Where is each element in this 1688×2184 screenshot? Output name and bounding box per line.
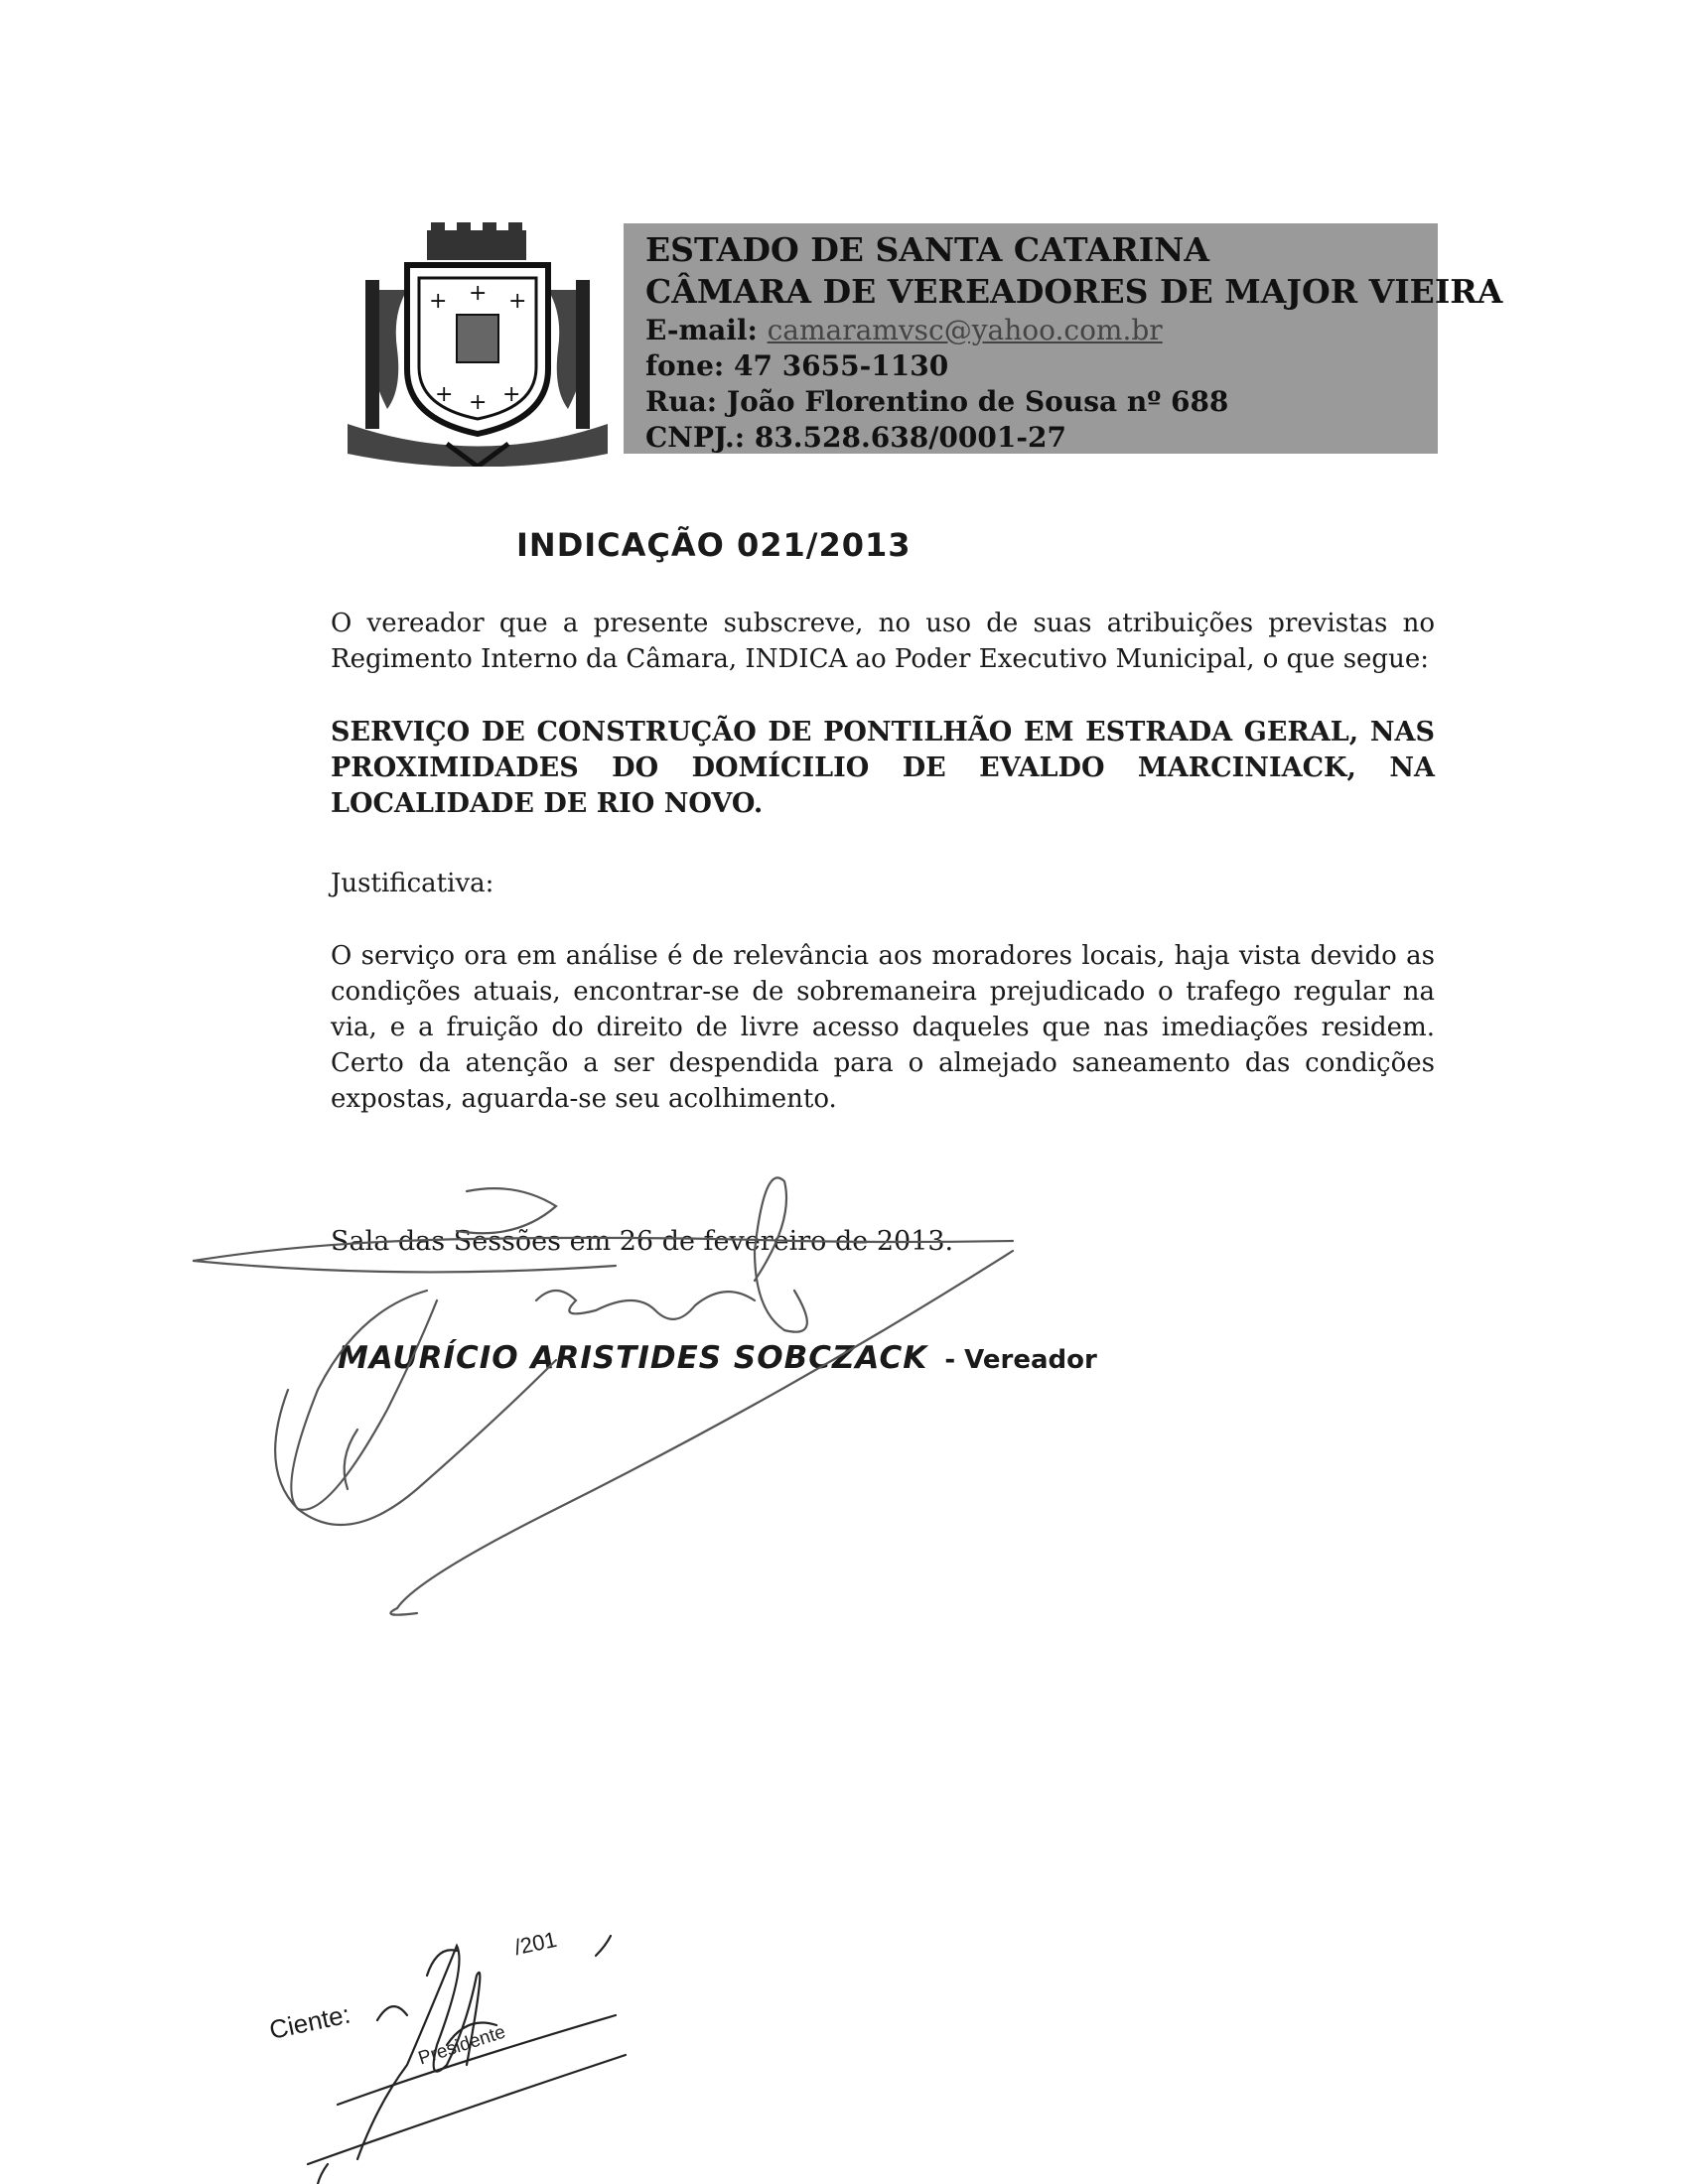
session-date-line: Sala das Sessões em 26 de fevereiro de 2013. (331, 1226, 954, 1257)
signer-name: MAURÍCIO ARISTIDES SOBCZACK (338, 1340, 928, 1376)
letterhead-email-line (645, 313, 1416, 348)
letterhead-phone: fone: 47 3655-1130 (645, 349, 949, 382)
svg-text:+: + (508, 289, 527, 314)
signer-role: - Vereador (944, 1345, 1097, 1375)
svg-text:+: + (502, 382, 521, 407)
intro-paragraph: O vereador que a presente subscreve, no uso de suas atribuições previstas no Regimento Interno da Câmara, INDICA ao Poder Executivo Municipal, o que segue: (331, 609, 1435, 674)
justification-label: Justificativa: (331, 869, 494, 898)
email-label: E-mail: (645, 314, 768, 346)
municipal-coat-of-arms-icon (348, 220, 608, 467)
signer-block (338, 1340, 1097, 1376)
email-link[interactable]: camaramvsc@yahoo.com.br (767, 314, 1163, 346)
svg-text:+: + (469, 281, 488, 306)
letterhead-box (624, 223, 1503, 454)
letterhead-address: Rua: João Florentino de Sousa nº 688 (645, 385, 1229, 418)
ciente-label: Ciente: (266, 1998, 353, 2046)
letterhead-cnpj: CNPJ.: 83.528.638/0001-27 (645, 421, 1066, 454)
letterhead-chamber: CÂMARA DE VEREADORES DE MAJOR VIEIRA (645, 272, 1503, 311)
document-title: INDICAÇÃO 021/2013 (516, 526, 912, 564)
subject-paragraph: SERVIÇO DE CONSTRUÇÃO DE PONTILHÃO EM ESTRADA GERAL, NAS PROXIMIDADES DO DOMÍCILIO DE EVALDO MARCINIACK, NA LOCALIDADE DE RIO NOVO. (331, 717, 1435, 819)
ciente-role: Presidente (415, 2021, 508, 2070)
letterhead-state: ESTADO DE SANTA CATARINA (645, 230, 1209, 269)
justification-paragraph: O serviço ora em análise é de relevância aos moradores locais, haja vista devido as condições atuais, encontrar-se de sobremaneira prejudicado o trafego regular na via, e a fruição do direito de livre acesso daqueles que nas imediações residem. Certo da atenção a ser despendida para o almejado saneamento das condições expostas, aguarda-se seu acolhimento. (331, 941, 1435, 1114)
svg-text:+: + (469, 390, 488, 415)
svg-text:+: + (435, 382, 454, 407)
svg-text:+: + (429, 289, 448, 314)
ciente-year: /201 (511, 1926, 559, 1961)
